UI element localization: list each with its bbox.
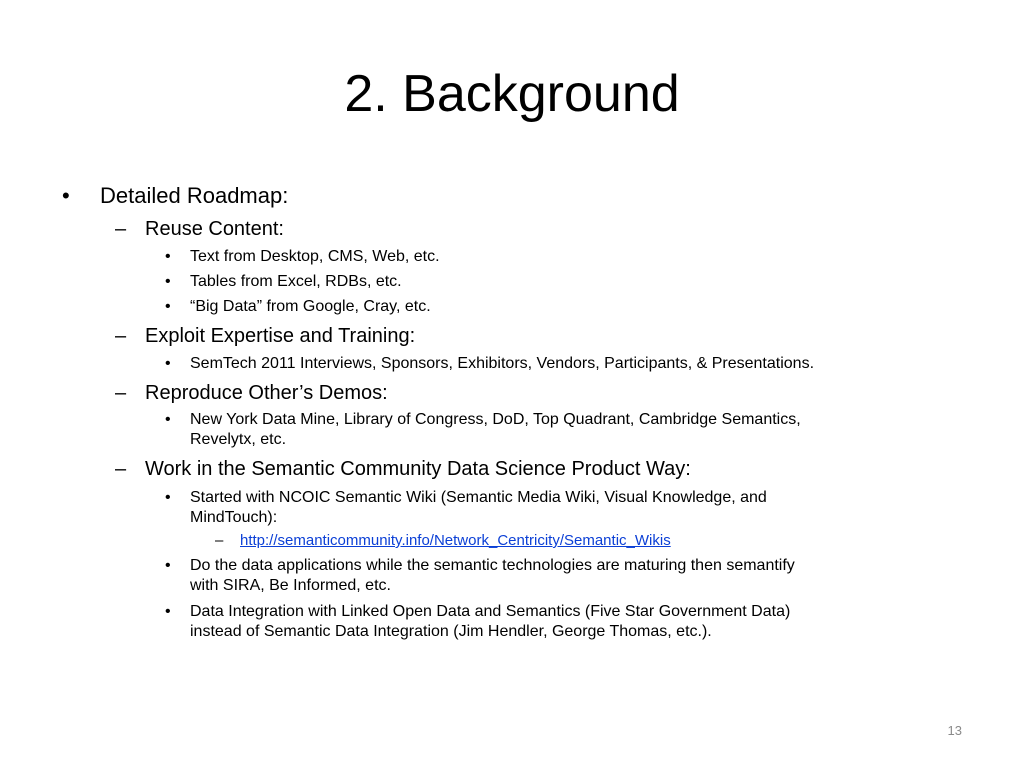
subitem-text: Reuse Content:: [145, 218, 284, 240]
dash-marker: –: [115, 382, 127, 404]
dash-marker: –: [215, 532, 224, 549]
list-item-text: Tables from Excel, RDBs, etc.: [190, 273, 402, 290]
list-item-text-line2: instead of Semantic Data Integration (Jim Hendler, George Thomas, etc.).: [190, 623, 712, 640]
list-item-text: “Big Data” from Google, Cray, etc.: [190, 298, 431, 315]
bullet-marker: •: [165, 557, 171, 574]
subitem-text: Reproduce Other’s Demos:: [145, 382, 388, 404]
list-item-text-line1: New York Data Mine, Library of Congress, DoD, Top Quadrant, Cambridge Semantics,: [190, 411, 801, 428]
slide-title: 2. Background: [344, 65, 680, 123]
list-item-text-line1: Data Integration with Linked Open Data and Semantics (Five Star Government Data): [190, 603, 791, 620]
bullet-marker: •: [165, 273, 171, 290]
list-item-text-line1: Do the data applications while the semantic technologies are maturing then semantify: [190, 557, 795, 574]
page-number: 13: [947, 723, 962, 738]
list-item-text: SemTech 2011 Interviews, Sponsors, Exhibitors, Vendors, Participants, & Presentations.: [190, 355, 815, 372]
bullet-marker: •: [165, 603, 171, 620]
list-item-text-line2: Revelytx, etc.: [190, 431, 287, 448]
dash-marker: –: [115, 218, 127, 240]
bullet-text: Detailed Roadmap:: [100, 183, 289, 208]
bullet-marker: •: [165, 489, 171, 506]
bullet-marker: •: [165, 355, 171, 372]
list-item-text: Text from Desktop, CMS, Web, etc.: [190, 248, 440, 265]
list-item-text-line2: MindTouch):: [190, 509, 278, 526]
subitem-text: Work in the Semantic Community Data Science Product Way:: [145, 458, 691, 480]
list-item-text-line1: Started with NCOIC Semantic Wiki (Semantic Media Wiki, Visual Knowledge, and: [190, 489, 767, 506]
bullet-marker: •: [165, 411, 171, 428]
bullet-marker: •: [165, 298, 171, 315]
dash-marker: –: [115, 458, 127, 480]
subitem-text: Exploit Expertise and Training:: [145, 325, 416, 347]
list-item-text-line2: with SIRA, Be Informed, etc.: [190, 577, 391, 594]
bullet-marker: •: [165, 248, 171, 265]
bullet-marker: •: [62, 183, 70, 208]
semantic-wikis-link[interactable]: http://semanticommunity.info/Network_Centricity/Semantic_Wikis: [240, 532, 671, 549]
dash-marker: –: [115, 325, 127, 347]
